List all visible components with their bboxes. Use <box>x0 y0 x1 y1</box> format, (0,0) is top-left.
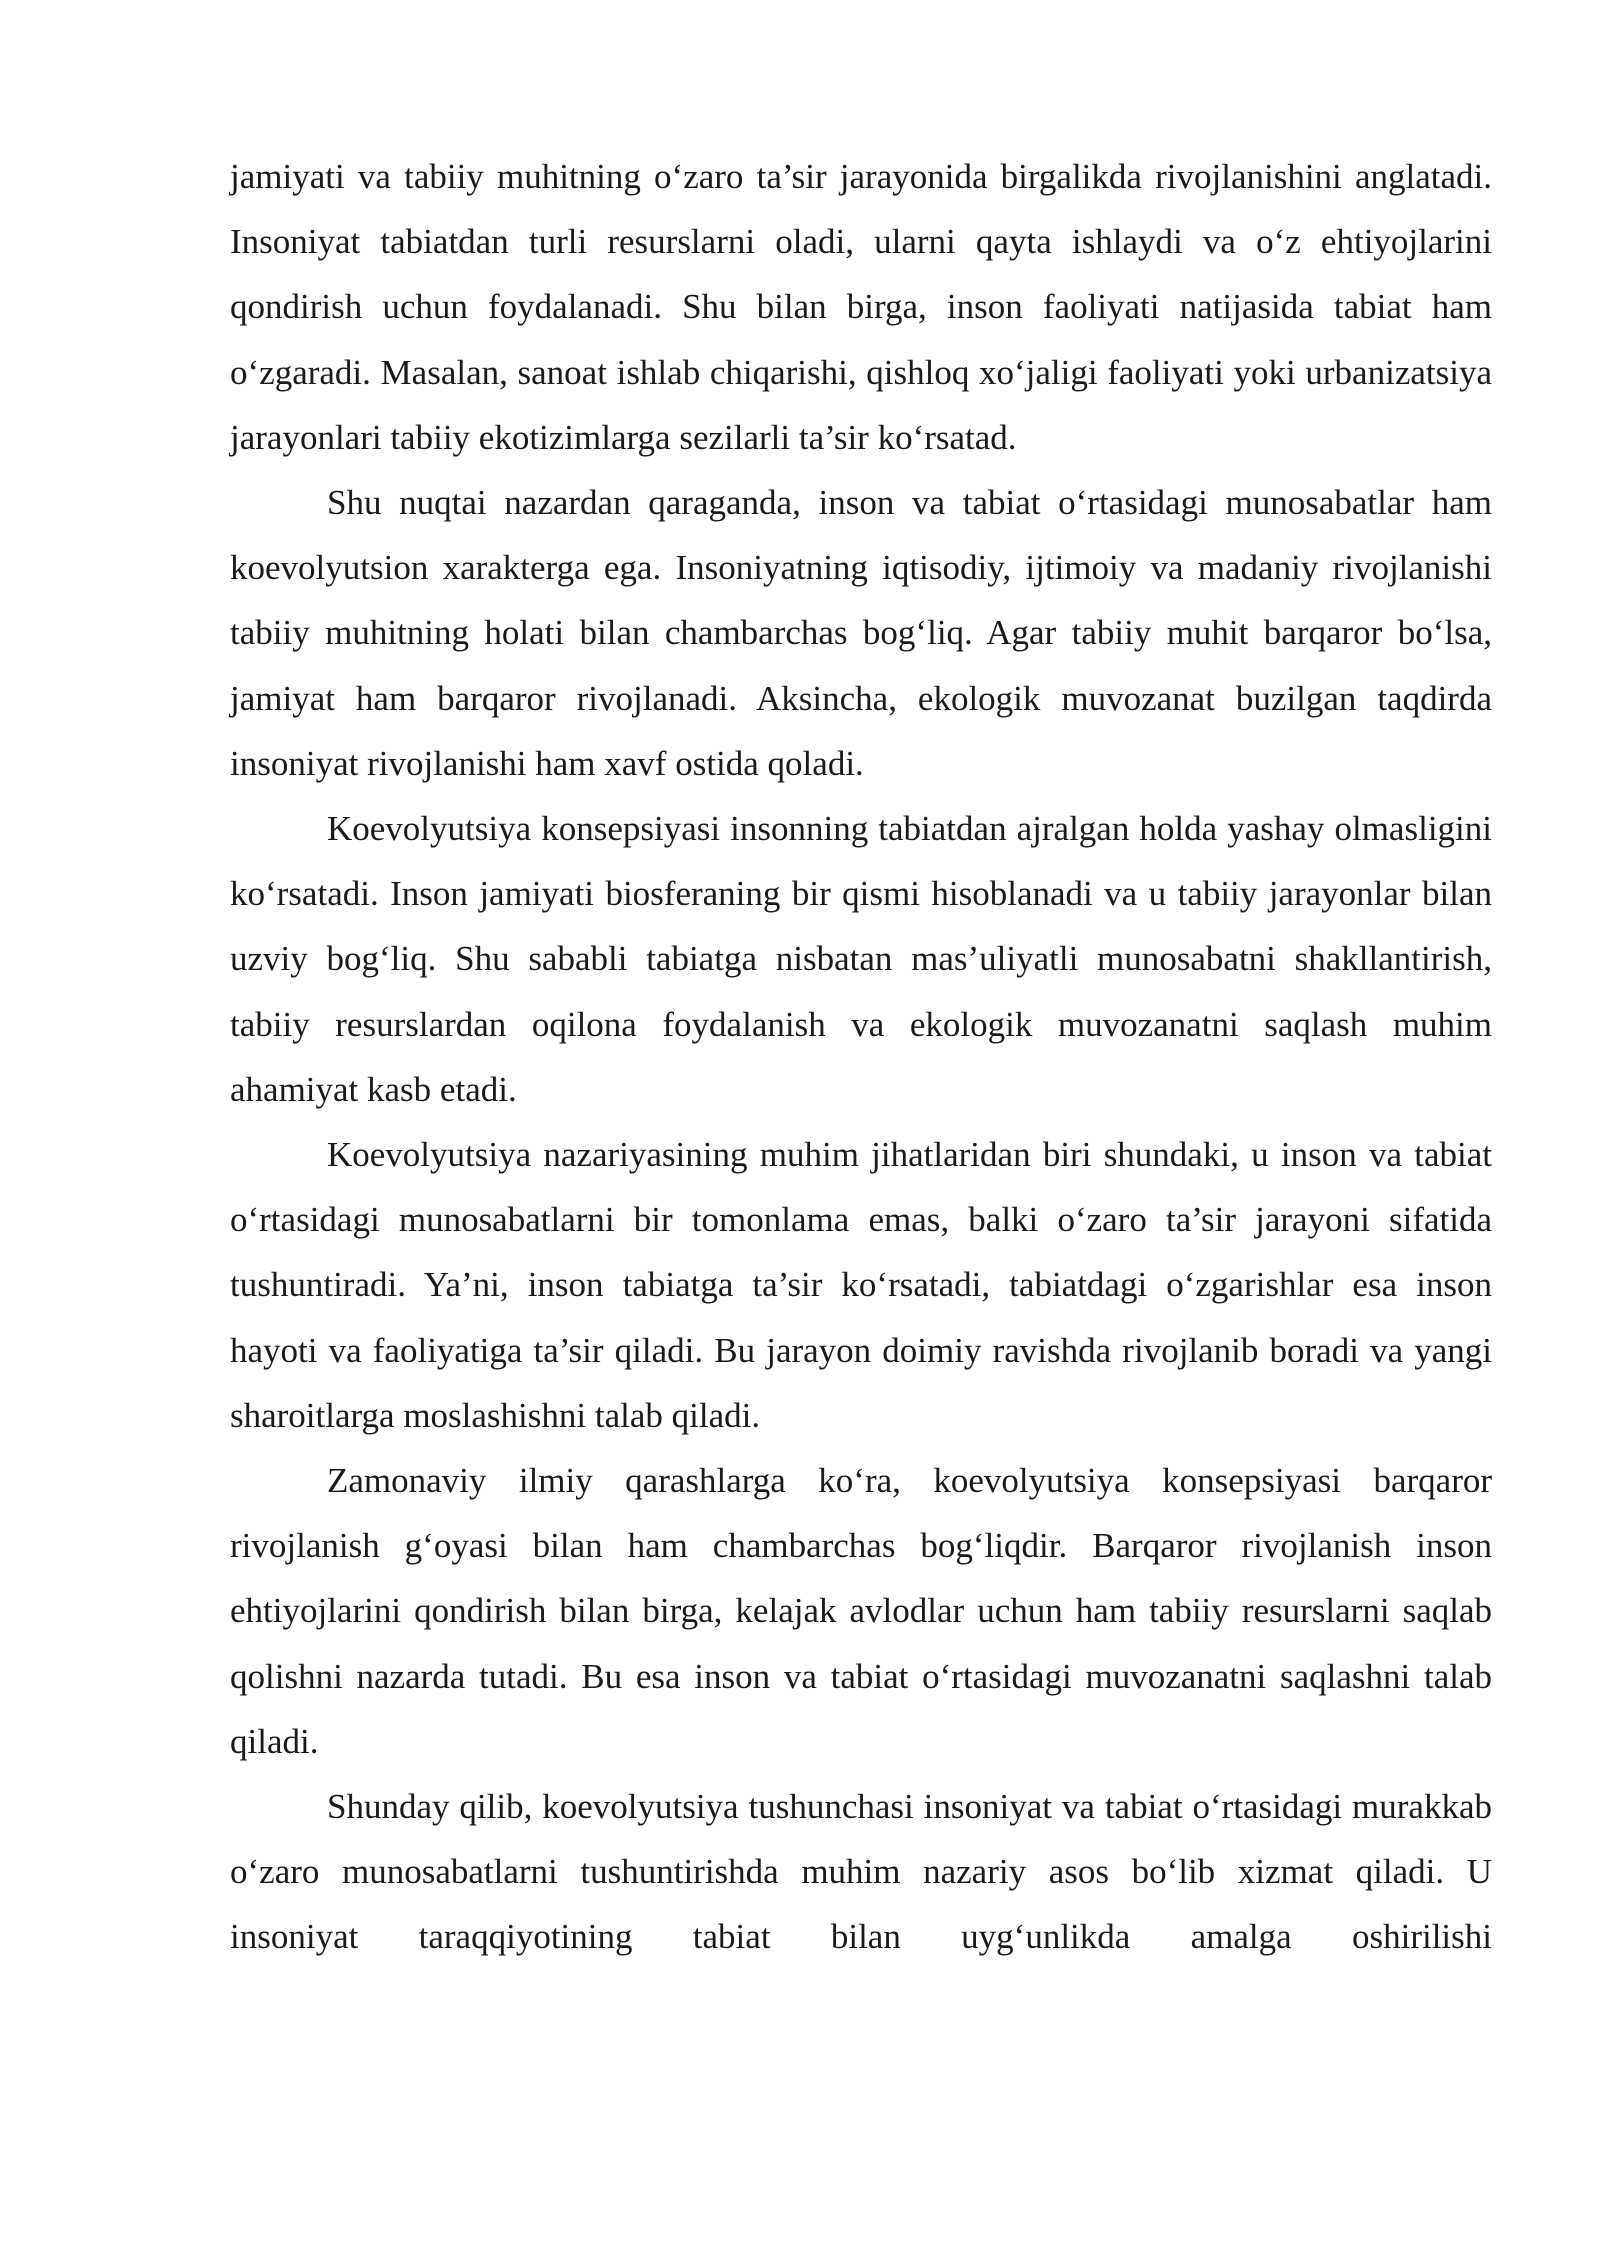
paragraph-cut-off: Shunday qilib, koevolyutsiya tushunchasi insoniyat va tabiat o‘rtasidagi murakkab o‘zaro munosabatlarni tushuntirishda muhim nazariy asos bo‘lib xizmat qiladi. U insoniyat taraqqiyotining tabiat bilan uyg‘unlikda amalga oshirilishi <box>230 1787 1492 1957</box>
paragraph-continuation: jamiyati va tabiiy muhitning o‘zaro ta’sir jarayonida birgalikda rivojlanishini anglatadi. Insoniyat tabiatdan turli resurslarni oladi, ularni qayta ishlaydi va o‘z ehtiyojlarini qondirish uchun foydalanadi. Shu bilan birga, inson faoliyati natijasida tabiat ham o‘zgaradi. Masalan, sanoat ishlab chiqarishi, qishloq xo‘jaligi faoliyati yoki urbanizatsiya jarayonlari tabiiy ekotizimlarga sezilarli ta’sir ko‘rsatad. <box>230 157 1492 457</box>
body-text <box>230 144 1492 1970</box>
paragraph: Shu nuqtai nazardan qaraganda, inson va tabiat o‘rtasidagi munosabatlar ham koevolyutsion xarakterga ega. Insoniyatning iqtisodiy, ijtimoiy va madaniy rivojlanishi tabiiy muhitning holati bilan chambarchas bog‘liq. Agar tabiiy muhit barqaror bo‘lsa, jamiyat ham barqaror rivojlanadi. Aksincha, ekologik muvozanat buzilgan taqdirda insoniyat rivojlanishi ham xavf ostida qoladi. <box>230 483 1492 783</box>
paragraph: Koevolyutsiya konsepsiyasi insonning tabiatdan ajralgan holda yashay olmasligini ko‘rsatadi. Inson jamiyati biosferaning bir qismi hisoblanadi va u tabiiy jarayonlar bilan uzviy bog‘liq. Shu sababli tabiatga nisbatan mas’uliyatli munosabatni shakllantirish, tabiiy resurslardan oqilona foydalanish va ekologik muvozanatni saqlash muhim ahamiyat kasb etadi. <box>230 809 1492 1109</box>
paragraph: Zamonaviy ilmiy qarashlarga ko‘ra, koevolyutsiya konsepsiyasi barqaror rivojlanish g‘oyasi bilan ham chambarchas bog‘liqdir. Barqaror rivojlanish inson ehtiyojlarini qondirish bilan birga, kelajak avlodlar uchun ham tabiiy resurslarni saqlab qolishni nazarda tutadi. Bu esa inson va tabiat o‘rtasidagi muvozanatni saqlashni talab qiladi. <box>230 1461 1492 1761</box>
paragraph: Koevolyutsiya nazariyasining muhim jihatlaridan biri shundaki, u inson va tabiat o‘rtasidagi munosabatlarni bir tomonlama emas, balki o‘zaro ta’sir jarayoni sifatida tushuntiradi. Ya’ni, inson tabiatga ta’sir ko‘rsatadi, tabiatdagi o‘zgarishlar esa inson hayoti va faoliyatiga ta’sir qiladi. Bu jarayon doimiy ravishda rivojlanib boradi va yangi sharoitlarga moslashishni talab qiladi. <box>230 1135 1492 1435</box>
